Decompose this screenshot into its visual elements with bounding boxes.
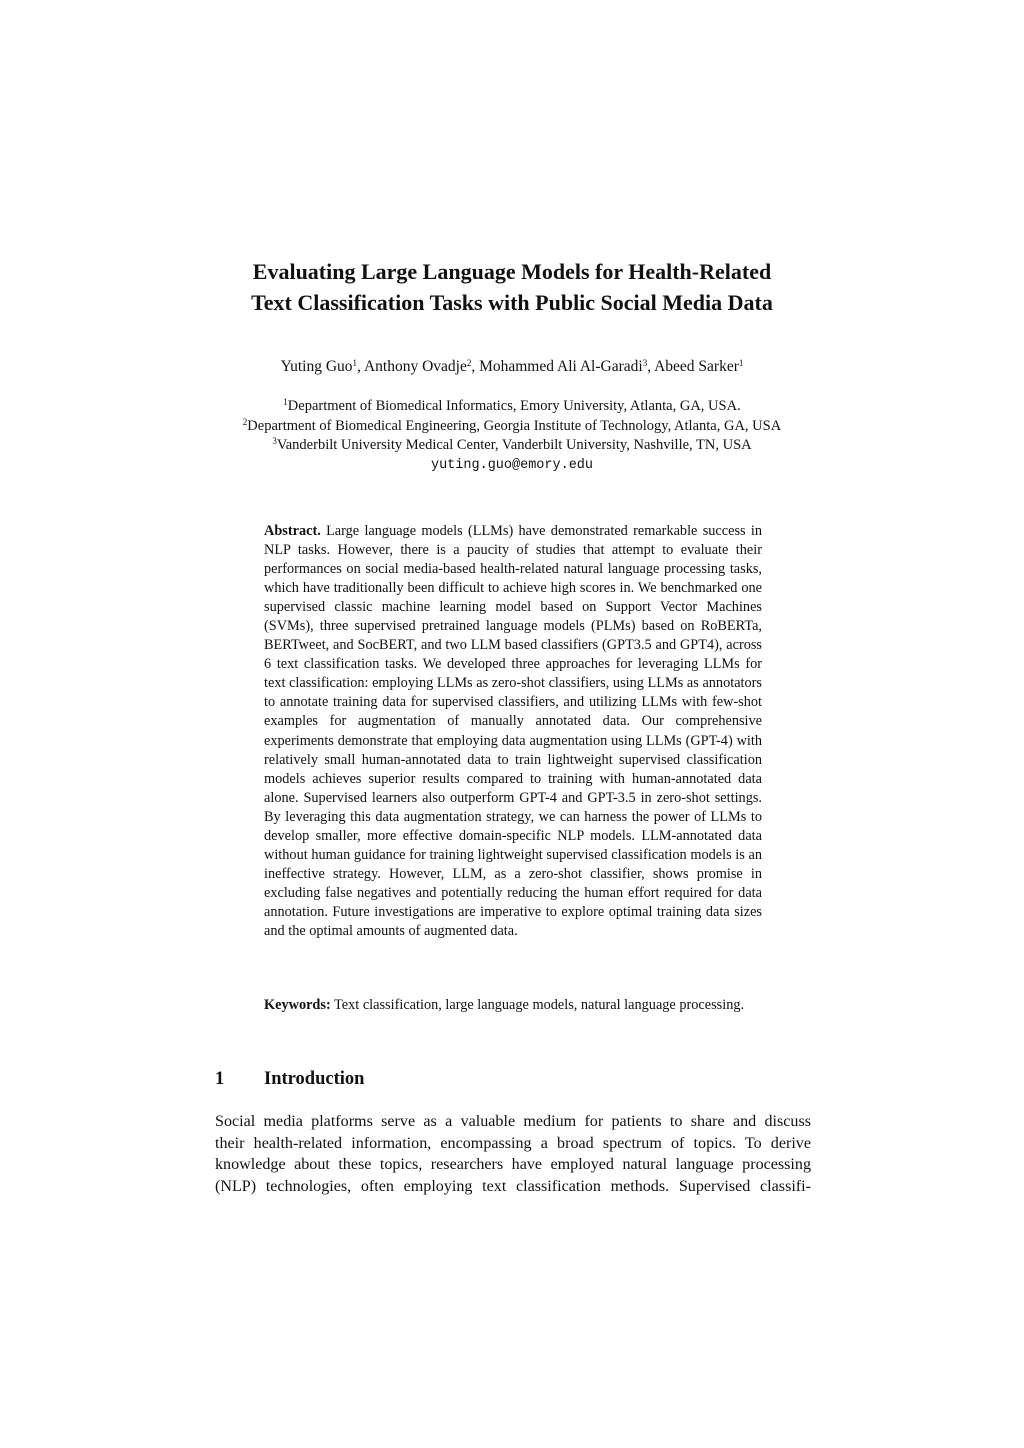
abstract-text: Large language models (LLMs) have demonstrated remarkable success in NLP tasks. However, there is a paucity of studies that attempt to evaluate their performances on social media-based health-related natural language processing tasks, which have traditionally been difficult to achieve high scores in. We benchmarked one supervised classic machine learning model based on Support Vector Machines (SVMs), three supervised pretrained language models (PLMs) based on RoBERTa, BERTweet, and SocBERT, and two LLM based classifiers (GPT3.5 and GPT4), across 6 text classification tasks. We developed three approaches for leveraging LLMs for text classification: employing LLMs as zero-shot classifiers, using LLMs as annotators to annotate training data for supervised classifiers, and utilizing LLMs with few-shot examples for augmentation of manually annotated data. Our comprehensive experiments demonstrate that employing data augmentation using LLMs (GPT-4) with relatively small human-annotated data to train lightweight supervised classification models achieves superior results compared to training with human-annotated data alone. Supervised learners also outperform GPT-4 and GPT-3.5 in zero-shot settings. By leveraging this data augmentation strategy, we can harness the power of LLMs to develop smaller, more effective domain-specific NLP models. LLM-annotated data without human guidance for training lightweight supervised classification models is an ineffective strategy. However, LLM, as a zero-shot classifier, shows promise in excluding false negatives and potentially reducing the human effort required for data annotation. Future investigations are imperative to explore optimal training data sizes and the optimal amounts of augmented data. — [264, 523, 762, 939]
keywords-text: Text classification, large language models, natural language processing. — [334, 997, 745, 1013]
section-number: 1 — [215, 1069, 225, 1089]
author-name: Yuting Guo — [280, 358, 353, 375]
author-name: Anthony Ovadje — [363, 358, 467, 375]
affiliation-line — [150, 436, 874, 456]
author-affil-sup: 3 — [642, 358, 648, 368]
affiliation-line — [150, 417, 874, 437]
keywords — [264, 996, 762, 1015]
intro-line: (NLP) technologies, often employing text classification methods. Supervised classifi- — [215, 1177, 811, 1195]
title-line-1: Evaluating Large Language Models for Health-Related — [252, 259, 772, 284]
affiliation-text: Vanderbilt University Medical Center, Vanderbilt University, Nashville, TN, USA — [276, 437, 752, 453]
intro-line: Social media platforms serve as a valuable medium for patients to share and discuss — [215, 1113, 811, 1130]
paper-title — [150, 256, 874, 318]
affiliation-sup: 2 — [242, 416, 248, 427]
intro-paragraph — [215, 1111, 811, 1197]
affiliation-sup: 1 — [283, 397, 288, 407]
section-heading — [215, 1067, 364, 1091]
affiliations — [150, 397, 874, 475]
author-name: Mohammed Ali Al-Garadi — [479, 358, 643, 375]
keywords-label: Keywords: — [264, 997, 331, 1013]
author-name: Abeed Sarker — [654, 358, 739, 375]
author-list: Yuting Guo$^1$, Anthony Ovadje$^2$, Mohammed Ali Al-Garadi$^3$, Abeed Sarker$^1$ — [280, 358, 744, 375]
section-title: Introduction — [264, 1069, 365, 1089]
intro-line: knowledge about these topics, researchers have employed natural language processing — [215, 1156, 811, 1174]
affiliation-sup: 3 — [272, 436, 277, 446]
abstract — [264, 522, 762, 941]
title-line-2: Text Classification Tasks with Public Social Media Data — [251, 290, 773, 315]
affiliation-text: Department of Biomedical Engineering, Georgia Institute of Technology, Atlanta, GA, USA — [247, 417, 782, 434]
abstract-label: Abstract. — [264, 523, 321, 539]
affiliation-line — [150, 397, 874, 417]
affiliation-text: Department of Biomedical Informatics, Emory University, Atlanta, GA, USA. — [287, 398, 741, 414]
author-affil-sup: 1 — [738, 358, 744, 368]
author-affil-sup: 1 — [352, 358, 358, 368]
author-affil-sup: 2 — [466, 358, 472, 368]
contact-email: yuting.guo@emory.edu — [430, 457, 594, 473]
intro-line: their health-related information, encompassing a broad spectrum of topics. To derive — [215, 1134, 811, 1152]
